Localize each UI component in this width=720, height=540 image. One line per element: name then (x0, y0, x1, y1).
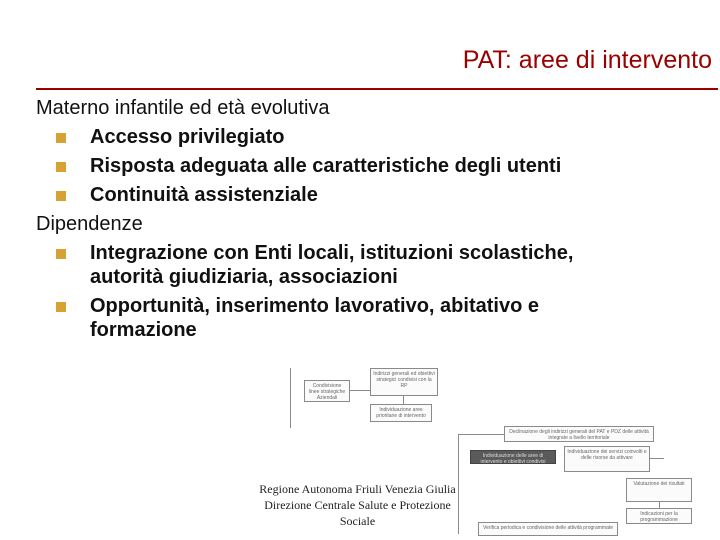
bullet-text: Opportunità, inserimento lavorativo, abitativo e (90, 295, 539, 317)
bullet-item (36, 154, 716, 178)
section-heading-dipendenze: Dipendenze (36, 213, 143, 235)
section-heading-materno: Materno infantile ed età evolutiva (36, 97, 330, 119)
square-bullet-icon (56, 133, 66, 143)
square-bullet-icon (56, 191, 66, 201)
slide-body (36, 96, 716, 347)
flowchart-box: Individuazione delle aree di intervento e obiettivi condivisi (470, 450, 556, 464)
flowchart-connector (650, 458, 664, 459)
flowchart-box: Indicazioni per la programmazione (626, 508, 692, 524)
bullet-text: Integrazione con Enti locali, istituzioni scolastiche, (90, 242, 574, 264)
flowchart-box: Verifica periodica e condivisione delle attività programmate (478, 522, 618, 536)
square-bullet-icon (56, 302, 66, 312)
slide-title: PAT: aree di intervento (462, 46, 712, 74)
flowchart-connector (403, 396, 404, 404)
bullet-text-continuation: autorità giudiziaria, associazioni (90, 266, 398, 288)
bullet-item (36, 294, 716, 342)
flowchart-connector (458, 434, 504, 435)
bullet-text: Accesso privilegiato (90, 126, 285, 148)
flowchart-box: Individuazione aree prioritarie di intervento (370, 404, 432, 422)
bullet-text-continuation: formazione (90, 319, 197, 341)
footer-line: Direzione Centrale Salute e Protezione (264, 498, 451, 512)
bullet-item (36, 183, 716, 207)
bullet-text: Risposta adeguata alle caratteristiche degli utenti (90, 155, 562, 177)
flowchart-box: Condivisione linee strategiche Aziendali (304, 380, 350, 402)
footer-line: Regione Autonoma Friuli Venezia Giulia (259, 482, 456, 496)
flowchart-box: Indirizzi generali ed obiettivi strategici condivisi con la RP (370, 368, 438, 396)
square-bullet-icon (56, 162, 66, 172)
bullet-item (36, 241, 716, 289)
flowchart-box: Valutazione dei risultati (626, 478, 692, 502)
flowchart-thumbnail-top (282, 364, 452, 432)
square-bullet-icon (56, 249, 66, 259)
title-divider (36, 88, 718, 90)
bullet-item (36, 125, 716, 149)
flowchart-box: Individuazione dei servizi coinvolti e delle risorse da attivare (564, 446, 650, 472)
footer-line: Sociale (339, 514, 376, 528)
footer-organization (250, 481, 465, 529)
flowchart-box: Declinazione degli indirizzi generali del PAT e PDZ delle attività integrate a livello territoriale (504, 426, 654, 442)
flowchart-connector (659, 502, 660, 508)
flowchart-connector (350, 390, 370, 391)
bullet-text: Continuità assistenziale (90, 184, 318, 206)
flowchart-thumbnail-bottom (456, 424, 718, 538)
flowchart-connector (290, 368, 291, 428)
